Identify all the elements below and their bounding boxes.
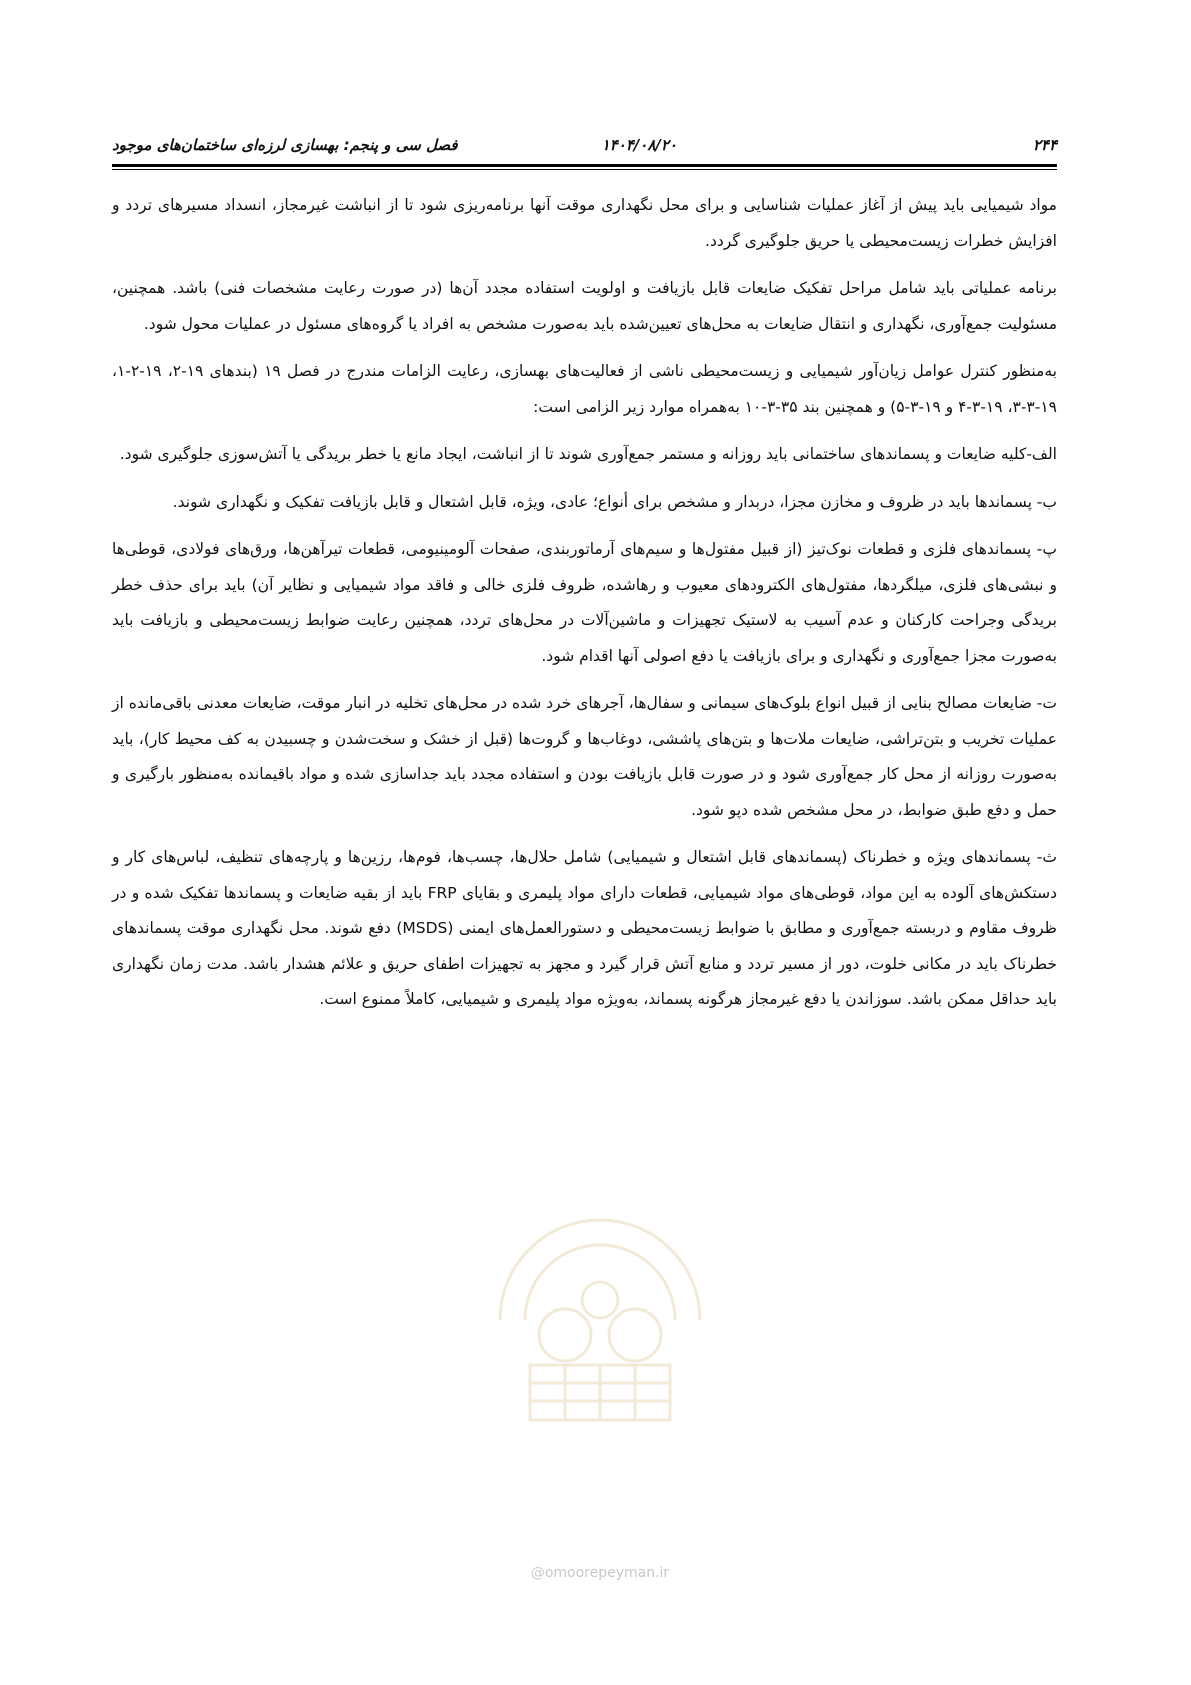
- document-body: [112, 188, 1057, 1030]
- paragraph: الف-کلیه ضایعات و پسماندهای ساختمانی باید روزانه و مستمر جمع‌آوری شوند تا از انباشت، ایجاد مانع یا خطر بریدگی یا آتش‌سوزی جلوگیری شود.: [119, 445, 1057, 463]
- paragraph: ت- ضایعات مصالح بنایی از قبیل انواع بلوک‌های سیمانی و سفال‌ها، آجرهای خرد شده در محل‌های تخلیه در انبار موقت، ضایعات معدنی باقی‌مانده از عملیات تخریب و بتن‌تراشی، ضایعات ملات‌ها و بتن‌های پاششی، دوغاب‌ها و گروت‌ها (قبل از خشک و سخت‌شدن و چسبیدن به کف محیط کار)، باید به‌صورت روزانه از محل کار جمع‌آوری شود و در صورت قابل بازیافت بودن و استفاده مجدد باید جداسازی شده و مواد باقیمانده به‌منظور بارگیری و حمل و دفع طبق ضوابط، در محل مشخص شده دپو شود.: [112, 694, 1057, 819]
- chapter-title: فصل سی و پنجم: بهسازی لرزه‌ای ساختمان‌های موجود: [112, 136, 458, 154]
- watermark-seal-icon: [470, 1200, 730, 1430]
- watermark-url: @omoorepeyman.ir: [530, 1565, 670, 1581]
- header-rule-thick: [112, 164, 1057, 167]
- paragraph: مواد شیمیایی باید پیش از آغاز عملیات شناسایی و برای محل نگهداری موقت آنها برنامه‌ریزی شود تا از انباشت غیرمجاز، انسداد مسیرهای تردد و افزایش خطرات زیست‌محیطی یا حریق جلوگیری گردد.: [112, 196, 1057, 250]
- page-number: ۲۴۴: [1032, 136, 1057, 154]
- paragraph: به‌منظور کنترل عوامل زیان‌آور شیمیایی و زیست‌محیطی ناشی از فعالیت‌های بهسازی، رعایت الزامات مندرج در فصل ۱۹ (بندهای ۱۹-۲، ۱۹-۲-۱، ۱۹-۳-۳، ۱۹-۳-۴ و ۱۹-۳-۵) و همچنین بند ۳۵-۳-۱۰ به‌همراه موارد زیر الزامی است:: [112, 362, 1057, 416]
- header-date: ۱۴۰۴/۰۸/۲۰: [601, 136, 677, 154]
- paragraph: ب- پسماندها باید در ظروف و مخازن مجزا، دربدار و مشخص برای أنواع؛ عادی، ویژه، قابل اشتعال و قابل بازیافت تفکیک و نگهداری شوند.: [172, 492, 1057, 511]
- paragraph: برنامه عملیاتی باید شامل مراحل تفکیک ضایعات قابل بازیافت و اولویت استفاده مجدد آن‌ها (در صورت رعایت مشخصات فنی) باشد. همچنین، مسئولیت جمع‌آوری، نگهداری و انتقال ضایعات به محل‌های تعیین‌شده باید به‌صورت مشخص به افراد یا گروه‌های مسئول در عملیات محول شود.: [112, 279, 1057, 333]
- paragraph: پ- پسماندهای فلزی و قطعات نوک‌تیز (از قبیل مفتول‌ها و سیم‌های آرماتوربندی، صفحات آلومینیومی، قطعات تیرآهن‌ها، ورق‌های فولادی، قوطی‌ها و نبشی‌های فلزی، میلگردها، مفتول‌های الکترودهای معیوب و رهاشده، ظروف فلزی خالی و فاقد مواد شیمیایی و نظایر آن) باید برای حذف خطر بریدگی وجراحت کارکنان و عدم آسیب به لاستیک تجهیزات و ماشین‌آلات در محل‌های تردد، همچنین رعایت ضوابط زیست‌محیطی و بازیافت باید به‌صورت مجزا جمع‌آوری و نگهداری و برای بازیافت یا دفع اصولی آنها اقدام شود.: [112, 540, 1057, 665]
- header-rule-thin: [112, 169, 1057, 170]
- page-header: [112, 130, 1057, 164]
- paragraph: ث- پسماندهای ویژه و خطرناک (پسماندهای قابل اشتعال و شیمیایی) شامل حلال‌ها، چسب‌ها، فوم‌ها، رزین‌ها و پارچه‌های تنظیف، لباس‌های کار و دستکش‌های آلوده به این مواد، قوطی‌های مواد شیمیایی، قطعات دارای مواد پلیمری و بقایای FRP باید از بقیه ضایعات و پسماندها تفکیک شده و در ظروف مقاوم و دربسته جمع‌آوری و مطابق با ضوابط زیست‌محیطی و دستورالعمل‌های ایمنی (MSDS) دفع شوند. محل نگهداری موقت پسماندهای خطرناک باید در مکانی خلوت، دور از مسیر تردد و منابع آتش قرار گیرد و مجهز به تجهیزات اطفای حریق و علائم هشدار باشد. مدت زمان نگهداری باید حداقل ممکن باشد. سوزاندن یا دفع غیرمجاز هرگونه پسماند، به‌ویژه مواد پلیمری و شیمیایی، کاملاً ممنوع است.: [112, 848, 1057, 1008]
